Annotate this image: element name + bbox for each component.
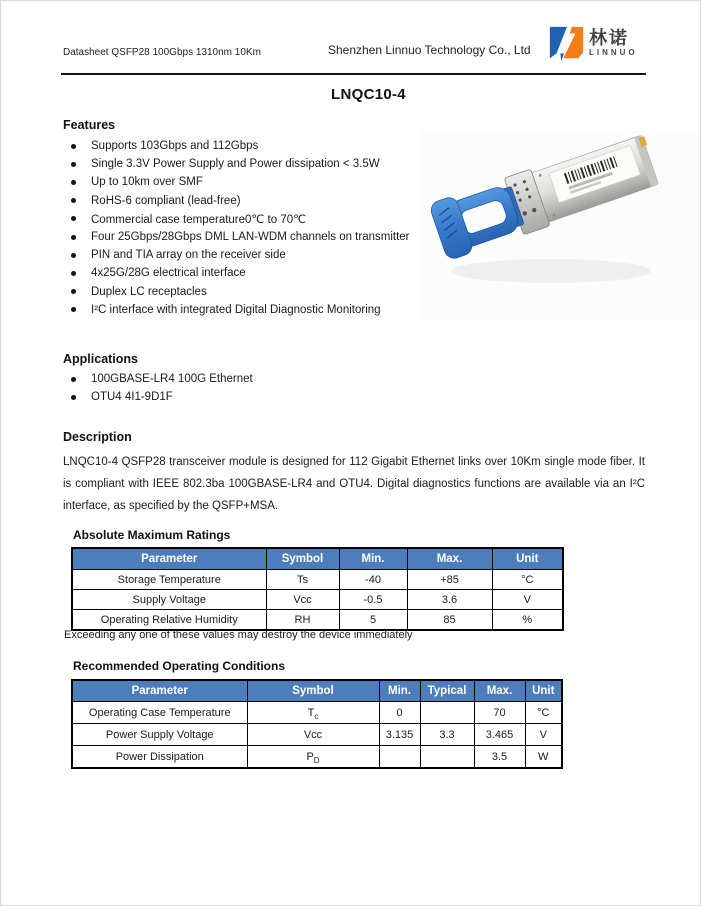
table-cell	[247, 746, 379, 769]
table-cell: 3.465	[474, 724, 525, 746]
feature-text: 4x25G/28G electrical interface	[91, 267, 246, 280]
table-row	[72, 702, 562, 724]
logo-chinese-text: 林诺	[589, 28, 629, 48]
column-header: Typical	[420, 680, 474, 702]
feature-text: Single 3.3V Power Supply and Power dissipation < 3.5W	[91, 158, 380, 171]
table-cell: Power Dissipation	[72, 746, 247, 769]
feature-text: I²C interface with integrated Digital Diagnostic Monitoring	[91, 303, 381, 316]
abs-max-table	[71, 547, 564, 631]
table-cell: V	[492, 590, 563, 610]
table-cell: -0.5	[339, 590, 407, 610]
column-header: Unit	[525, 680, 562, 702]
table-cell: %	[492, 610, 563, 631]
table-row	[72, 724, 562, 746]
table-cell: Storage Temperature	[72, 570, 266, 590]
table-row	[72, 570, 563, 590]
bullet-icon	[71, 180, 76, 185]
table-header-row	[72, 680, 562, 702]
table-header-row	[72, 548, 563, 570]
table-cell: 70	[474, 702, 525, 724]
feature-text: Up to 10km over SMF	[91, 176, 203, 189]
header-doc-label: Datasheet QSFP28 100Gbps 1310nm 10Km	[63, 47, 261, 58]
table-cell: Ts	[266, 570, 339, 590]
qsfp28-module-illustration	[421, 131, 699, 321]
column-header: Min.	[339, 548, 407, 570]
bullet-icon	[71, 377, 76, 382]
bullet-icon	[71, 144, 76, 149]
table-cell: 3.3	[420, 724, 474, 746]
table-cell: V	[525, 724, 562, 746]
column-header: Symbol	[266, 548, 339, 570]
bullet-icon	[71, 216, 76, 221]
column-header: Unit	[492, 548, 563, 570]
column-header: Symbol	[247, 680, 379, 702]
table-cell	[420, 702, 474, 724]
table-row	[72, 746, 562, 769]
features-heading: Features	[63, 118, 116, 132]
application-text: 100GBASE-LR4 100G Ethernet	[91, 373, 253, 386]
description-line: LNQC10-4 QSFP28 transceiver module is designed for 112 Gigabit Ethernet links over 10Km single mode fiber. It	[63, 456, 645, 468]
application-text: OTU4 4I1-9D1F	[91, 391, 173, 404]
table-cell: °C	[525, 702, 562, 724]
bullet-icon	[71, 198, 76, 203]
table-cell: °C	[492, 570, 563, 590]
abs-max-note: Exceeding any one of these values may destroy the device immediately	[64, 629, 413, 641]
abs-max-heading: Absolute Maximum Ratings	[73, 528, 231, 542]
bullet-icon	[71, 162, 76, 167]
bullet-icon	[71, 307, 76, 312]
header-company-name: Shenzhen Linnuo Technology Co., Ltd	[328, 43, 531, 57]
bullet-icon	[71, 235, 76, 240]
logo-wordmark	[589, 28, 638, 57]
bullet-icon	[71, 253, 76, 258]
table-cell: 3.5	[474, 746, 525, 769]
table-cell: W	[525, 746, 562, 769]
rec-op-table	[71, 679, 563, 769]
company-logo	[547, 24, 638, 67]
bullet-icon	[71, 271, 76, 276]
applications-list	[63, 370, 663, 406]
table-cell: Vcc	[266, 590, 339, 610]
column-header: Parameter	[72, 680, 247, 702]
table-cell: Power Supply Voltage	[72, 724, 247, 746]
table-cell: 85	[407, 610, 492, 631]
page-title: LNQC10-4	[331, 86, 406, 103]
table-cell: 3.6	[407, 590, 492, 610]
table-cell: RH	[266, 610, 339, 631]
logo-latin-text: LINNUO	[589, 48, 638, 57]
table-cell: 0	[379, 702, 420, 724]
description-heading: Description	[63, 430, 132, 444]
table-cell: Supply Voltage	[72, 590, 266, 610]
table-cell: 5	[339, 610, 407, 631]
table-cell: +85	[407, 570, 492, 590]
column-header: Min.	[379, 680, 420, 702]
applications-heading: Applications	[63, 352, 139, 366]
list-item	[63, 388, 663, 406]
table-row	[72, 590, 563, 610]
feature-text: Duplex LC receptacles	[91, 285, 207, 298]
column-header: Max.	[407, 548, 492, 570]
product-photo	[421, 131, 699, 321]
table-cell	[379, 746, 420, 769]
description-paragraph	[63, 451, 645, 517]
list-item	[63, 370, 663, 388]
linnuo-logo-icon	[547, 24, 585, 67]
header-divider	[61, 73, 646, 75]
column-header: Max.	[474, 680, 525, 702]
table-cell: -40	[339, 570, 407, 590]
feature-text: Four 25Gbps/28Gbps DML LAN-WDM channels on transmitter	[91, 231, 410, 244]
table-row	[72, 610, 563, 631]
table-cell	[420, 746, 474, 769]
symbol-base: Vcc	[303, 728, 323, 741]
description-line: interface, as specified by the QSFP+MSA.	[63, 500, 279, 512]
rec-op-heading: Recommended Operating Conditions	[73, 659, 286, 673]
table-cell: 3.135	[379, 724, 420, 746]
bullet-icon	[71, 395, 76, 400]
column-header: Parameter	[72, 548, 266, 570]
table-cell	[247, 724, 379, 746]
table-cell	[247, 702, 379, 724]
feature-text: PIN and TIA array on the receiver side	[91, 249, 286, 262]
feature-text: RoHS-6 compliant (lead-free)	[91, 194, 241, 207]
symbol-subscript: c	[314, 711, 319, 721]
symbol-base: T	[307, 706, 315, 719]
bullet-icon	[71, 289, 76, 294]
symbol-subscript: D	[313, 755, 320, 765]
symbol-base: P	[306, 750, 314, 763]
feature-text: Supports 103Gbps and 112Gbps	[91, 140, 259, 153]
description-line: is compliant with IEEE 802.3ba 100GBASE-LR4 and OTU4. Digital diagnostics functions are available via an I²C	[63, 478, 645, 490]
table-cell: Operating Relative Humidity	[72, 610, 266, 631]
feature-text: Commercial case temperature0℃ to 70℃	[91, 213, 307, 226]
table-cell: Operating Case Temperature	[72, 702, 247, 724]
